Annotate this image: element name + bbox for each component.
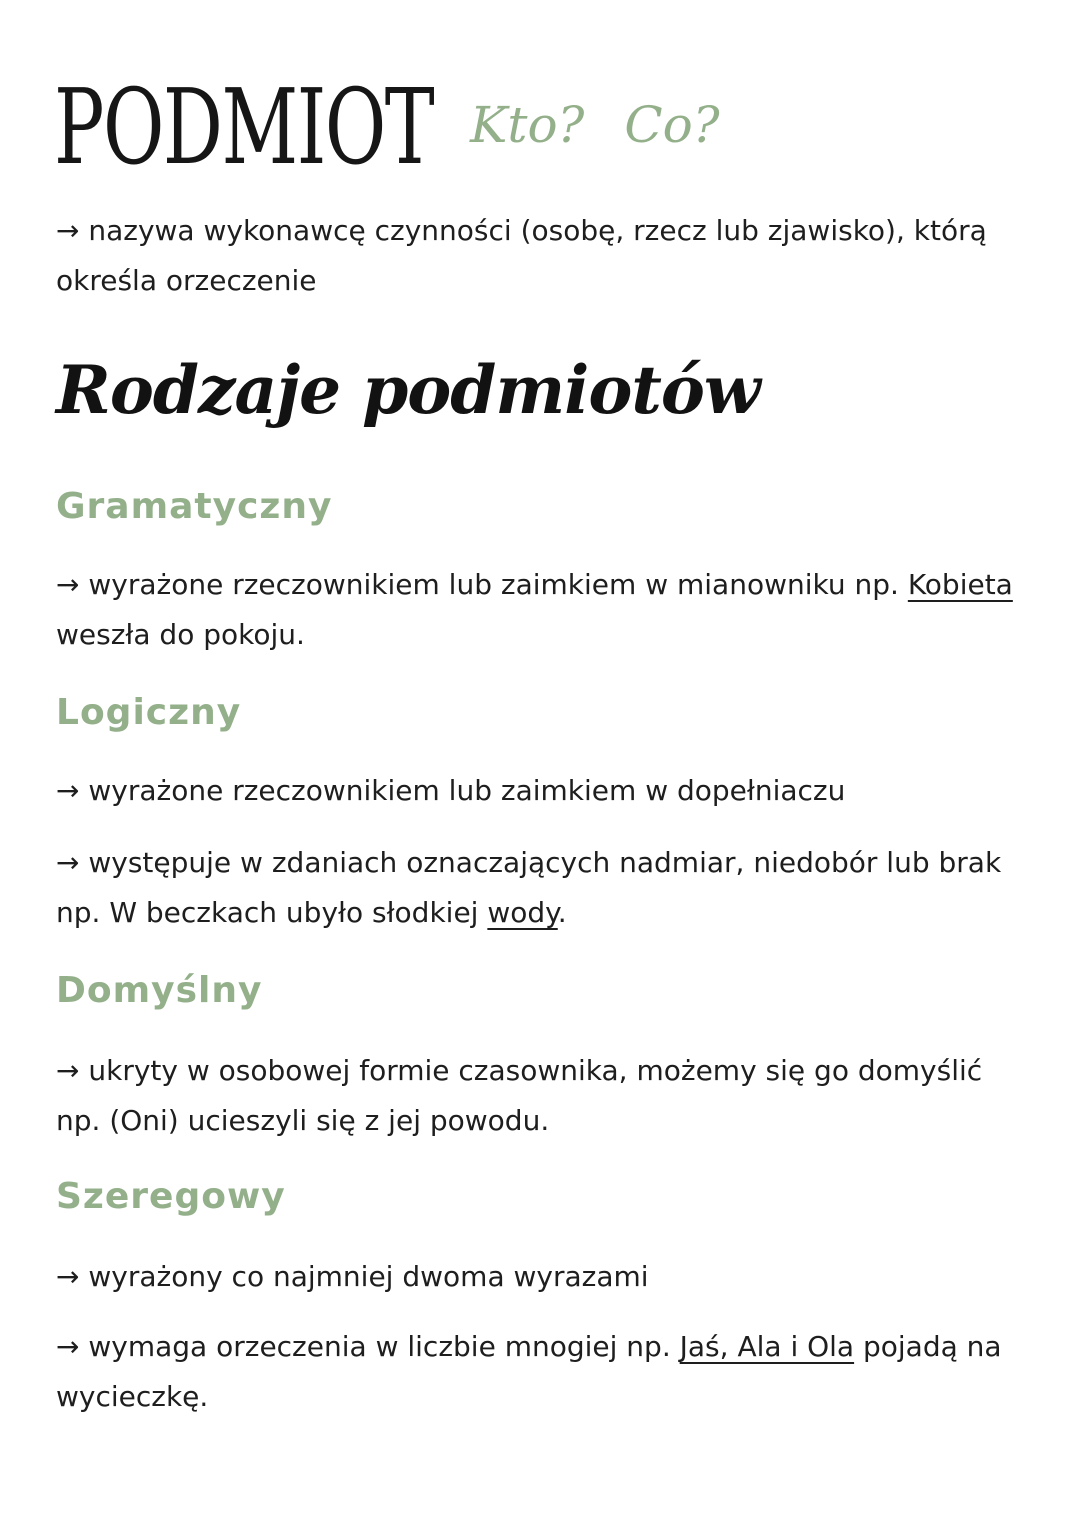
szeregowy-description-2 <box>56 1322 1031 1422</box>
szeregowy-description-1: → wyrażony co najmniej dwoma wyrazami <box>56 1260 649 1293</box>
logiczny-underlined-example: wody <box>487 896 558 929</box>
heading-szeregowy: Szeregowy <box>56 1176 286 1217</box>
page-title: PODMIOT <box>54 66 434 188</box>
section-subtitle: Rodzaje podmiotów <box>56 351 760 429</box>
szeregowy-text-after: pojadą na wycieczkę. <box>56 1330 1002 1413</box>
gramatyczny-underlined-example: Kobieta <box>907 568 1013 601</box>
gramatyczny-description <box>56 560 1031 660</box>
gramatyczny-text-after: weszła do pokoju. <box>56 618 305 651</box>
heading-logiczny: Logiczny <box>56 692 242 733</box>
heading-gramatyczny: Gramatyczny <box>56 486 333 527</box>
logiczny-description-2 <box>56 838 1031 938</box>
heading-domyslny: Domyślny <box>56 970 263 1011</box>
szeregowy-text: → wymaga orzeczenia w liczbie mnogiej np. <box>56 1330 680 1363</box>
logiczny-text: → występuje w zdaniach oznaczających nadmiar, niedobór lub brak np. W beczkach ubyło słodkiej <box>56 846 1002 929</box>
logiczny-text-after: . <box>557 896 567 929</box>
logiczny-description-1: → wyrażone rzeczownikiem lub zaimkiem w dopełniaczu <box>56 774 846 807</box>
domyslny-description: → ukryty w osobowej formie czasownika, możemy się go domyślić np. (Oni) ucieszyli się z jej powodu. <box>56 1054 983 1137</box>
szeregowy-underlined-example: Jaś, Ala i Ola <box>679 1330 855 1363</box>
question-words <box>470 96 720 154</box>
question-kto: Kto? <box>470 96 585 154</box>
gramatyczny-text: → wyrażone rzeczownikiem lub zaimkiem w mianowniku np. <box>56 568 908 601</box>
question-co: Co? <box>624 96 720 154</box>
definition-text: → nazywa wykonawcę czynności (osobę, rzecz lub zjawisko), którą określa orzeczenie <box>56 214 987 297</box>
